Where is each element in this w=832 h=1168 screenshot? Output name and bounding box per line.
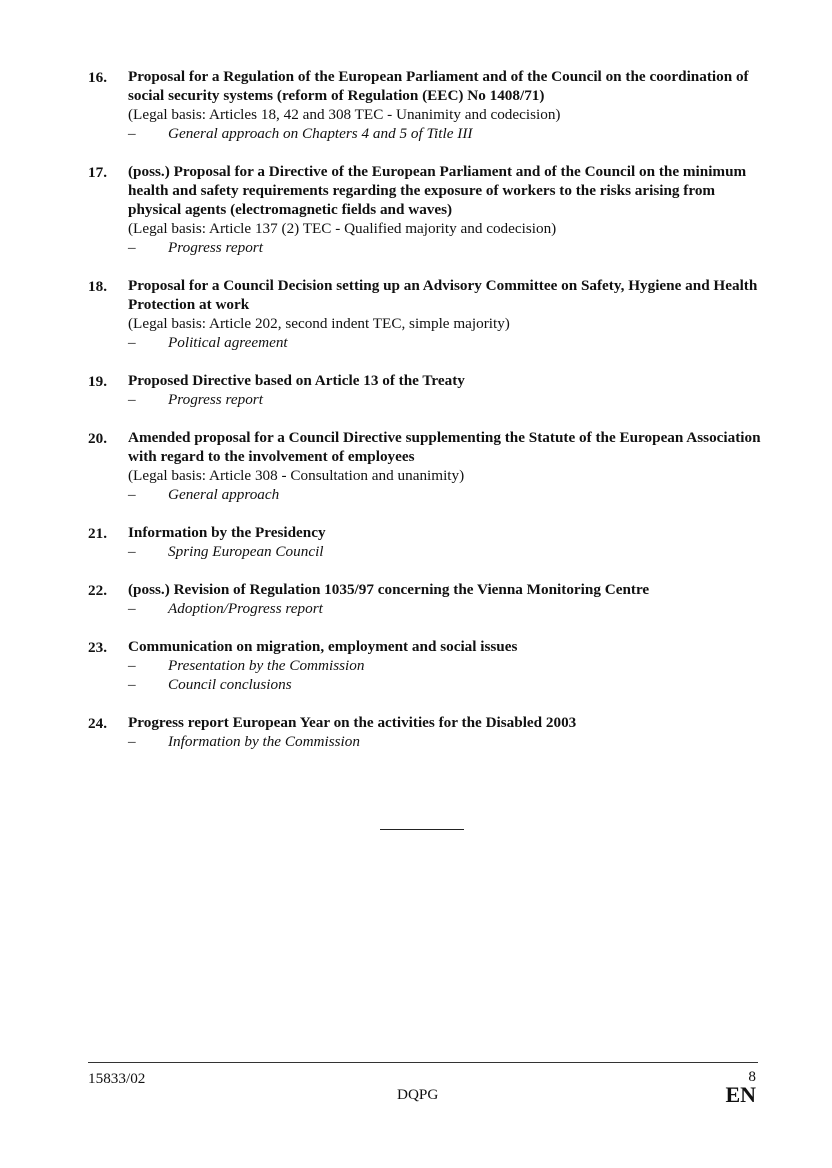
agenda-item-title: Progress report European Year on the activities for the Disabled 2003 xyxy=(128,714,577,731)
dash-bullet: – xyxy=(128,334,136,351)
dash-bullet: – xyxy=(128,239,136,256)
agenda-item-body xyxy=(128,523,768,561)
agenda-item-title: Amended proposal for a Council Directive supplementing the Statute of the European Association with regard to the involvement of employees xyxy=(128,429,761,465)
legal-basis: (Legal basis: Articles 18, 42 and 308 TEC - Unanimity and codecision) xyxy=(128,106,561,123)
agenda-subitem-text: Presentation by the Commission xyxy=(168,657,365,674)
agenda-item-number: 23. xyxy=(88,639,107,656)
legal-basis: (Legal basis: Article 308 - Consultation and unanimity) xyxy=(128,467,465,484)
language-code: EN xyxy=(725,1082,756,1107)
dash-bullet: – xyxy=(128,391,136,408)
agenda-item-title: Information by the Presidency xyxy=(128,524,326,541)
agenda-item-body xyxy=(128,371,768,409)
agenda-item-number: 24. xyxy=(88,715,107,732)
agenda-subitem xyxy=(128,732,768,751)
agenda-item-title: Communication on migration, employment and social issues xyxy=(128,638,518,655)
agenda-subitem xyxy=(128,124,768,143)
agenda-subitem xyxy=(128,485,768,504)
agenda-subitem xyxy=(128,675,768,694)
agenda-item-number: 19. xyxy=(88,373,107,390)
agenda-subitem-text: General approach xyxy=(168,486,280,503)
agenda-item xyxy=(88,67,768,143)
agenda-subitem-text: Progress report xyxy=(168,391,263,408)
page-number: 8 xyxy=(748,1068,756,1085)
agenda-item-body xyxy=(128,580,768,618)
agenda-item-body xyxy=(128,637,768,694)
agenda-item xyxy=(88,523,768,561)
agenda-subitem-text: Council conclusions xyxy=(168,676,292,693)
legal-basis: (Legal basis: Article 202, second indent TEC, simple majority) xyxy=(128,315,510,332)
dash-bullet: – xyxy=(128,600,136,617)
agenda-item-title: Proposed Directive based on Article 13 of the Treaty xyxy=(128,372,465,389)
agenda-subitem-text: Adoption/Progress report xyxy=(168,600,323,617)
agenda-item-body xyxy=(128,713,768,751)
agenda-item-number: 21. xyxy=(88,525,107,542)
agenda-subitem xyxy=(128,238,768,257)
agenda-item-body xyxy=(128,428,768,504)
agenda-subitem xyxy=(128,333,768,352)
dash-bullet: – xyxy=(128,657,136,674)
agenda-subitem-text: Political agreement xyxy=(168,334,288,351)
agenda-subitem-text: General approach on Chapters 4 and 5 of Title III xyxy=(168,125,473,142)
agenda-subitem-text: Information by the Commission xyxy=(168,733,360,750)
agenda-subitem xyxy=(128,599,768,618)
agenda-item xyxy=(88,428,768,504)
agenda-item-title: (poss.) Revision of Regulation 1035/97 concerning the Vienna Monitoring Centre xyxy=(128,581,650,598)
agenda-item xyxy=(88,580,768,618)
agenda-item-title: (poss.) Proposal for a Directive of the European Parliament and of the Council on the minimum health and safety requirements regarding the exposure of workers to the risks arising from physical agents (electromagnetic fields and waves) xyxy=(128,163,747,218)
agenda-subitem-text: Spring European Council xyxy=(168,543,324,560)
agenda-item-number: 16. xyxy=(88,69,107,86)
document-number: 15833/02 xyxy=(88,1070,146,1087)
dash-bullet: – xyxy=(128,543,136,560)
agenda-item xyxy=(88,371,768,409)
agenda-subitem xyxy=(128,542,768,561)
dash-bullet: – xyxy=(128,486,136,503)
agenda-subitem xyxy=(128,390,768,409)
footer-rule xyxy=(88,1062,758,1063)
dash-bullet: – xyxy=(128,733,136,750)
agenda-item-body xyxy=(128,67,768,143)
agenda-subitem-text: Progress report xyxy=(168,239,263,256)
agenda-items-list xyxy=(88,67,768,770)
agenda-item-title: Proposal for a Council Decision setting up an Advisory Committee on Safety, Hygiene and Health Protection at work xyxy=(128,277,758,313)
agenda-item-number: 18. xyxy=(88,278,107,295)
agenda-item-number: 17. xyxy=(88,164,107,181)
agenda-item xyxy=(88,713,768,751)
agenda-item-number: 22. xyxy=(88,582,107,599)
agenda-item-body xyxy=(128,276,768,352)
agenda-item xyxy=(88,637,768,694)
agenda-item xyxy=(88,162,768,257)
end-separator-line xyxy=(380,829,464,830)
agenda-subitem xyxy=(128,656,768,675)
legal-basis: (Legal basis: Article 137 (2) TEC - Qualified majority and codecision) xyxy=(128,220,557,237)
dash-bullet: – xyxy=(128,676,136,693)
agenda-item-title: Proposal for a Regulation of the European Parliament and of the Council on the coordination of social security systems (reform of Regulation (EEC) No 1408/71) xyxy=(128,68,749,104)
agenda-item-number: 20. xyxy=(88,430,107,447)
department-code: DQPG xyxy=(397,1086,439,1103)
agenda-item-body xyxy=(128,162,768,257)
dash-bullet: – xyxy=(128,125,136,142)
agenda-item xyxy=(88,276,768,352)
